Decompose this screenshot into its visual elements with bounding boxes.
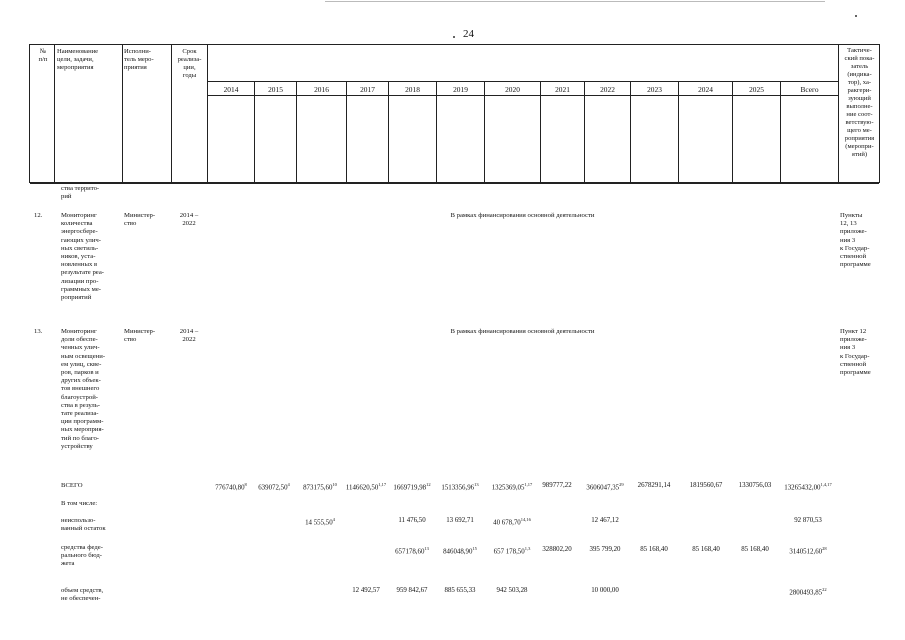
subrow-cell xyxy=(396,587,427,594)
subrow-cell xyxy=(494,546,531,555)
subrow-cell xyxy=(542,546,571,553)
subrow-cell xyxy=(305,517,335,526)
year-header: 2015 xyxy=(268,85,283,94)
year-header: 2022 xyxy=(600,85,615,94)
year-header: Всего xyxy=(800,85,819,94)
subrow-label: неиспользо- ванный остаток xyxy=(61,517,106,533)
subrow-cell xyxy=(692,546,720,553)
total-cell xyxy=(303,482,337,491)
year-header: 2024 xyxy=(698,85,713,94)
cell-value: 846048,90 xyxy=(443,548,473,556)
subrow-cell xyxy=(589,546,620,553)
row-number: 12. xyxy=(34,212,43,219)
footnote-ref: 4 xyxy=(287,482,290,487)
year-header: 2016 xyxy=(314,85,329,94)
cell-value: 989777,22 xyxy=(542,482,572,489)
year-header: 2021 xyxy=(555,85,570,94)
cell-value: 1330756,03 xyxy=(738,482,772,489)
total-cell xyxy=(542,482,571,489)
cell-value: 10 000,00 xyxy=(591,587,619,594)
total-cell xyxy=(346,482,386,491)
cell-value: 85 168,40 xyxy=(692,546,720,553)
subrow-cell xyxy=(591,517,619,524)
total-cell xyxy=(638,482,671,489)
footnote-ref: 1,4,17 xyxy=(820,482,832,487)
cell-value: 395 799,20 xyxy=(589,546,621,553)
cell-value: 92 870,53 xyxy=(794,517,822,524)
subrow-cell xyxy=(493,517,531,526)
col-header-name: Наименование цели, задачи, мероприятия xyxy=(57,48,99,71)
totals-label: ВСЕГО xyxy=(61,482,83,489)
page-number: 24 xyxy=(463,28,474,40)
cell-value: 14 555,50 xyxy=(305,519,333,527)
footnote-ref: 15 xyxy=(472,546,477,551)
subrow-cell xyxy=(352,587,380,594)
footnote-ref: 1,3 xyxy=(524,546,531,551)
col-header-term: Срок реализа- ции, годы xyxy=(177,48,202,79)
row-term: 2014 – 2022 xyxy=(179,328,199,344)
footnote-ref: 29 xyxy=(619,482,624,487)
row-financing-note: В рамках финансирования основной деятельности xyxy=(450,328,595,335)
col-header-number: № п/п xyxy=(38,48,48,63)
cell-value: 1669719,98 xyxy=(393,484,427,492)
subrow-cell xyxy=(591,587,619,594)
cell-value: 1819560,67 xyxy=(689,482,723,489)
footnote-ref: 14,16 xyxy=(520,517,531,522)
year-header: 2014 xyxy=(223,85,239,94)
footnote-ref: 13 xyxy=(474,482,479,487)
row-indicator: Пункты 12, 13 приложе- ния 3 к Государ- ственной программе xyxy=(840,212,871,269)
row-term: 2014 – 2022 xyxy=(179,212,199,228)
subrow-label: средства феде- рального бюд- жета xyxy=(61,544,104,568)
row-executor: Министер- ство xyxy=(124,212,156,228)
cell-value: 942 503,28 xyxy=(496,587,528,594)
cell-value: 959 842,67 xyxy=(396,587,428,594)
total-cell xyxy=(784,482,831,491)
year-header: 2018 xyxy=(405,85,420,94)
subrow-cell xyxy=(789,546,826,555)
total-cell xyxy=(586,482,623,491)
cell-value: 885 655,33 xyxy=(444,587,476,594)
cell-value: 1513356,96 xyxy=(441,484,475,492)
total-cell xyxy=(215,482,247,491)
cell-value: 13265432,00 xyxy=(784,484,821,492)
total-cell xyxy=(393,482,430,491)
subrow-cell xyxy=(444,587,475,594)
year-header: 2019 xyxy=(453,85,468,94)
footnote-ref: 8 xyxy=(244,482,247,487)
subrow-label: объем средств, не обеспечен- xyxy=(61,587,104,603)
year-header: 2020 xyxy=(505,85,520,94)
footnote-ref: 10 xyxy=(332,482,337,487)
cell-value: 12 492,57 xyxy=(352,587,380,594)
total-cell xyxy=(258,482,290,491)
including-label: В том числе: xyxy=(61,500,98,507)
top-rule xyxy=(325,1,825,2)
scan-speck xyxy=(453,36,455,38)
subrow-cell xyxy=(741,546,769,553)
cell-value: 3140512,60 xyxy=(789,548,823,556)
footnote-ref: 28 xyxy=(822,546,827,551)
cell-value: 40 678,70 xyxy=(493,519,521,527)
cell-value: 328802,20 xyxy=(542,546,572,553)
footnote-ref: 12 xyxy=(426,482,431,487)
cell-value: 12 467,12 xyxy=(591,517,619,524)
subrow-cell xyxy=(443,546,477,555)
cell-value: 657178,60 xyxy=(395,548,425,556)
total-cell xyxy=(492,482,533,491)
scan-speck xyxy=(855,15,857,17)
footnote-ref: 13 xyxy=(424,546,429,551)
cell-value: 2678291,14 xyxy=(637,482,671,489)
subrow-cell xyxy=(789,587,826,596)
subrow-cell xyxy=(496,587,527,594)
subrow-cell xyxy=(446,517,474,524)
subrow-cell xyxy=(398,517,425,524)
row-number: 13. xyxy=(34,328,43,335)
subrow-cell xyxy=(794,517,822,524)
row-indicator: Пункт 12 приложе- ния 3 к Государ- ственной программе xyxy=(840,328,871,377)
cell-value: 873175,60 xyxy=(303,484,333,492)
row-name: Мониторинг доли обеспе- ченных улич- ным освещени- ем улиц, скве- ров, парков и других объек- тов внешнего благоустрой- ства в резуль- тате реализа- ции программ- ных мероприя- тий по благо- устройству xyxy=(61,328,106,450)
cell-value: 3606047,35 xyxy=(586,484,620,492)
total-cell xyxy=(739,482,772,489)
footnote-ref: 1,17 xyxy=(378,482,387,487)
cell-value: 13 692,71 xyxy=(446,517,474,524)
cell-value: 776740,80 xyxy=(215,484,245,492)
row-executor: Министер- ство xyxy=(124,328,156,344)
year-header: 2023 xyxy=(647,85,662,94)
row-name: Мониторинг количества энергосбере- гающих улич- ных светиль- ников, уста- новленных в результате реа- лизации про- граммных ме- роприятий xyxy=(61,212,105,302)
year-header: 2017 xyxy=(360,85,375,94)
cell-value: 1325369,05 xyxy=(491,484,525,492)
total-cell xyxy=(441,482,478,491)
col-header-indicator: Тактиче- ский пока- затель (индика- тор), ха- ракгери- зующий выполне- ние соот- ветствую- щего ме- роприятия (меропри- ятий) xyxy=(844,47,875,158)
total-cell xyxy=(690,482,723,489)
cell-value: 1146620,50 xyxy=(345,484,379,492)
footnote-ref: 22 xyxy=(822,587,827,592)
col-header-executor: Исполни- тель меро- приятия xyxy=(124,48,154,71)
cell-value: 85 168,40 xyxy=(640,546,668,553)
subrow-cell xyxy=(640,546,668,553)
cell-value: 85 168,40 xyxy=(741,546,769,553)
cell-value: 11 476,50 xyxy=(398,517,426,524)
footnote-ref: 4 xyxy=(332,517,335,522)
table-header xyxy=(29,44,880,183)
cell-value: 657 178,50 xyxy=(493,548,525,556)
cell-value: 639072,50 xyxy=(258,484,288,492)
cell-value: 2800493,85 xyxy=(789,589,823,597)
row-financing-note: В рамках финансирования основной деятельности xyxy=(450,212,595,219)
year-header: 2025 xyxy=(749,85,764,94)
continued-text: ства террито- рий xyxy=(61,185,100,201)
footnote-ref: 1,17 xyxy=(524,482,533,487)
subrow-cell xyxy=(395,546,429,555)
